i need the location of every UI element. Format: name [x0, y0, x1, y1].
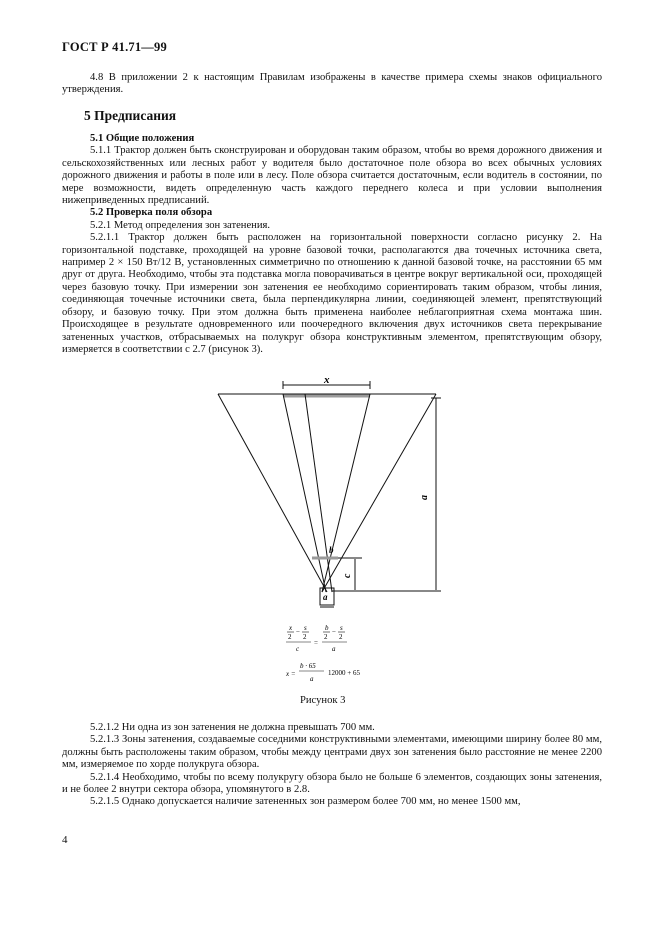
label-x: x — [324, 374, 330, 386]
ray-5 — [322, 394, 436, 592]
f2-num: b · 65 — [300, 662, 316, 670]
f2-tail: 12000 + 65 — [328, 669, 360, 677]
f2-den: a — [310, 675, 314, 683]
heading-5-2: 5.2 Проверка поля обзора — [90, 207, 213, 219]
ray-1 — [218, 394, 327, 592]
paragraph-4-8-block — [62, 72, 602, 97]
paragraph-5-2-1-2: 5.2.1.2 Ни одна из зон затенения не должна превышать 700 мм. — [90, 722, 375, 733]
paragraph-5-1-1: 5.1.1 Трактор должен быть сконструирован и оборудован таким образом, чтобы во время дорожного движения и сельскохозяйственных или лесных работ у водителя было достаточное поле обзора во всех обычных условиях дорожного движения и работы в поле или в лесу. Поле обзора считается достаточным, если водитель в состоянии, по мере возможности, видеть определенную часть каждого переднего колеса и при условии выполнения нижеприведенных предписаний. — [62, 145, 602, 207]
figure-3-diagram — [200, 372, 460, 692]
f1-r-den-b: 2 — [339, 633, 343, 641]
formula-ratio — [286, 624, 347, 653]
section-5-title: 5 Предписания — [84, 108, 177, 123]
paragraph-4-8: 4.8 В приложении 2 к настоящим Правилам изображены в качестве примера схемы знаков официального утверждения. — [62, 72, 602, 96]
f1-l-bottom: c — [296, 645, 300, 653]
paragraph-5-2-1-5: 5.2.1.5 Однако допускается наличие затененных зон размером более 700 мм, но менее 1500 мм, — [90, 796, 521, 808]
formula-x — [285, 662, 360, 683]
label-c: c — [342, 573, 353, 578]
label-b: b — [329, 545, 334, 555]
heading-5-1: 5.1 Общие положения — [90, 133, 195, 144]
ray-3 — [305, 394, 332, 592]
f1-l-num-a: x — [289, 624, 293, 632]
page-number: 4 — [62, 834, 68, 846]
f1-l-minus: − — [296, 628, 300, 636]
f1-r-num-b: s — [340, 624, 343, 632]
paragraph-5-2-1-1: 5.2.1.1 Трактор должен быть расположен на горизонтальной поверхности согласно рисунку 2. На горизонтальной подставке, проходящей на уровне базовой точки, располагаются два точечных источника света, например 2 × 150 Вт/12 В, установленных симметрично по отношению к данной базовой точке, на расстоянии 65 мм друг от друга. Необходимо, чтобы эта подставка могла поворачиваться в центре вокруг вертикальной оси, проходящей через базовую точку. При измерении зон затенения ее необходимо сориентировать таким образом, чтобы линия, соединяющая точечные источники света, была перпендикулярна линии, соединяющей элемент, препятствующий обзору, и базовую точку. При этом должна быть применена наиболее неблагоприятная схема монтажа шин. Происходящее в результате одновременного или поочередного включения двух источников света перекрывание затененных участков, отбрасываемых на полукруг обзора конструктивным элементом, препятствующим обзору, измеряется в соответствии с 2.7 (рисунок 3). — [62, 232, 602, 355]
page-header: ГОСТ Р 41.71—99 — [62, 40, 167, 54]
paragraph-5-2-1-4: 5.2.1.4 Необходимо, чтобы по всему полукругу обзора было не больше 6 элементов, создающих зоны затенения, и не более 2 внутри сектора обзора, упомянутого в 2.8. — [62, 771, 602, 796]
ray-2 — [283, 394, 326, 592]
f1-r-bottom: a — [332, 645, 336, 653]
paragraph-5-2-1-3: 5.2.1.3 Зоны затенения, создаваемые соседними конструктивными элементами, имеющими ширину более 80 мм, должны быть расположены таким образом, чтобы между центрами двух зон затенения было расстояние не менее 2200 мм, измеряемое по хорде полукруга обзора. — [62, 734, 602, 771]
f1-l-den-a: 2 — [288, 633, 292, 641]
f1-l-num-b: s — [304, 624, 307, 632]
section-5-2-continued — [62, 722, 602, 809]
ray-4 — [322, 394, 370, 592]
label-a-bottom: a — [323, 592, 328, 602]
section-5-body — [62, 133, 602, 356]
f1-r-minus: − — [332, 628, 336, 636]
label-a-vertical: a — [419, 495, 430, 500]
figure-caption: Рисунок 3 — [300, 695, 346, 706]
f1-l-den-b: 2 — [303, 633, 307, 641]
f1-r-num-a: b — [325, 624, 329, 632]
f2-lhs: x = — [286, 670, 296, 678]
paragraph-5-2-1: 5.2.1 Метод определения зон затенения. — [90, 219, 271, 231]
f1-r-den-a: 2 — [324, 633, 328, 641]
f1-eq: = — [314, 639, 318, 647]
